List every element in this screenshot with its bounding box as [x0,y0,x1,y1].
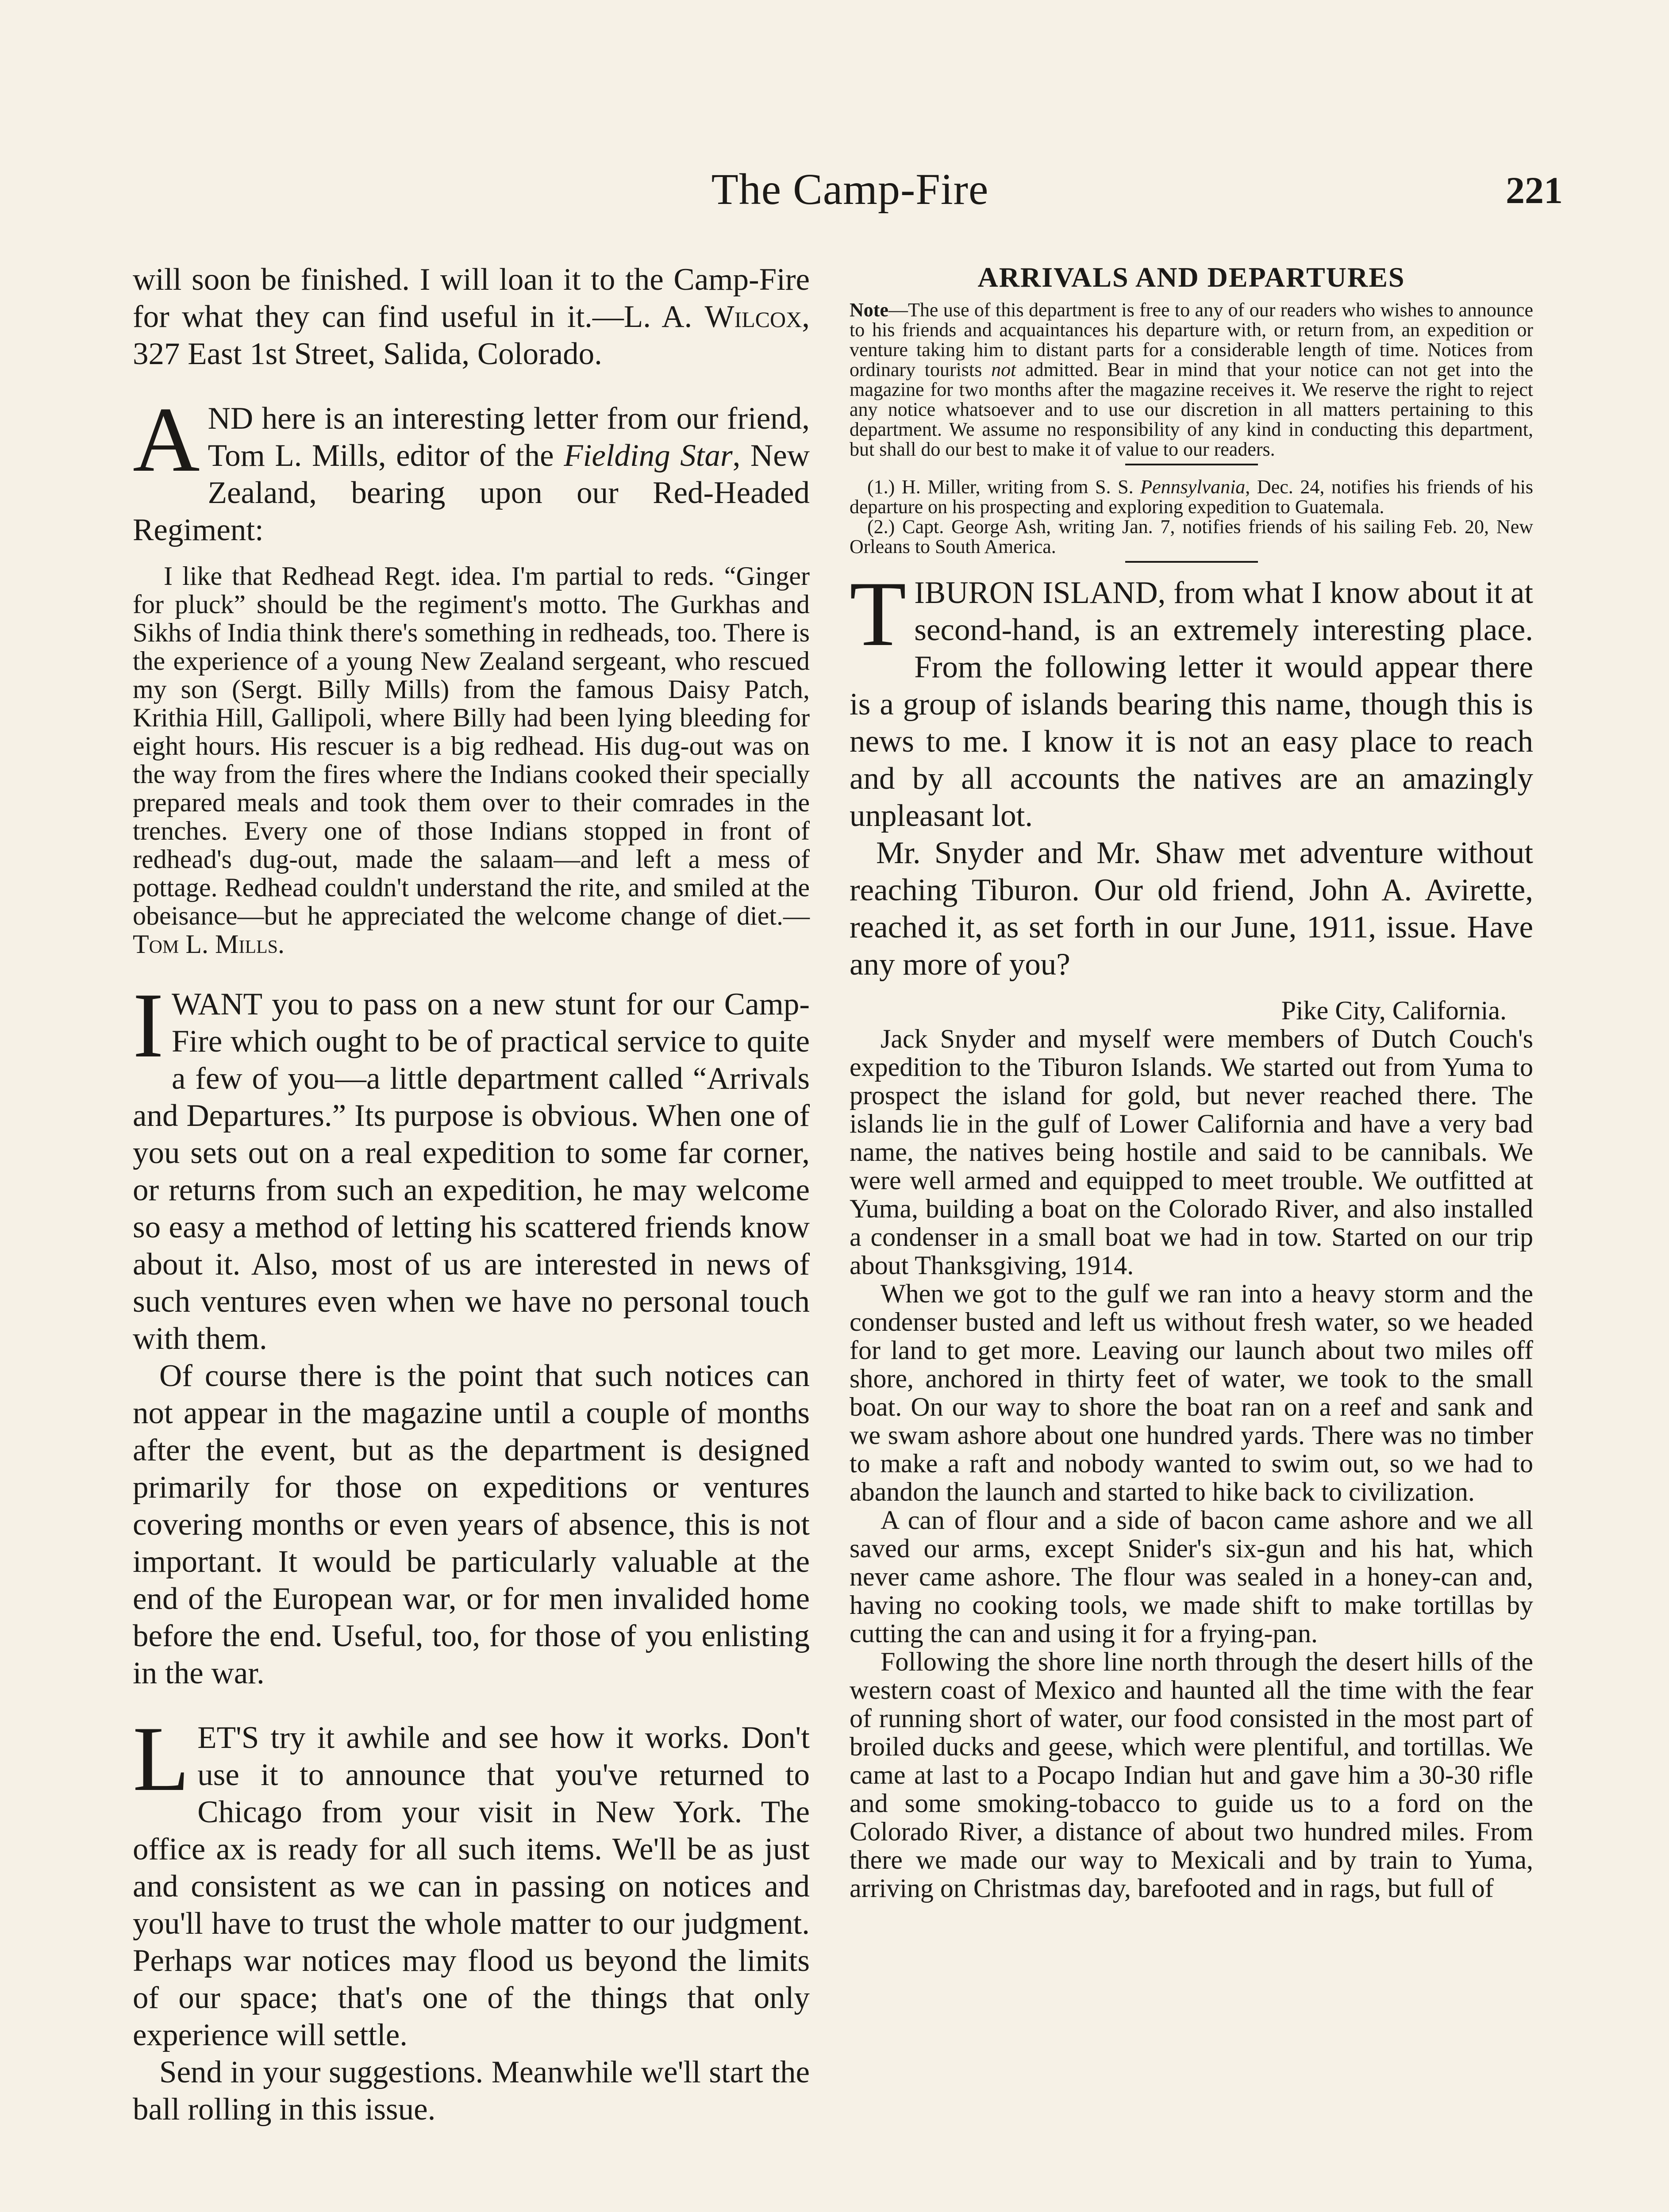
notice-2: (2.) Capt. George Ash, writing Jan. 7, notifies friends of his sailing Feb. 20, New Orleans to South America. [850,516,1533,557]
drop-cap: A [133,388,200,491]
letter-paragraph-1: Jack Snyder and myself were members of Dutch Couch's expedition to the Tiburon Islands. We started out from Yuma to prospect the island for gold, but never reached there. The islands lie in the gulf of Lower California and have a very bad name, the natives being hostile and said to be cannibals. We were well armed and equipped to meet trouble. We outfitted at Yuma, building a boat on the Colorado River, and also installed a condenser in a small boat we had in tow. Started on our trip about Thanksgiving, 1914. [850,1024,1533,1280]
drop-cap: L [133,1708,190,1810]
department-note [850,300,1533,459]
notice-1 [850,477,1533,517]
right-column [850,261,1533,1902]
notice-1-text: (1.) H. Miller, writing from S. S. [867,476,1141,498]
snyder-shaw-paragraph: Mr. Snyder and Mr. Shaw met adventure without reaching Tiburon. Our old friend, John A. Avirette, reached it, as set forth in our June, 1911, issue. Have any more of you? [850,836,1533,982]
mills-intro-text-end: , New Zealand, bearing upon our Red-Headed Regiment: [133,438,810,547]
running-title: The Camp-Fire [711,165,989,214]
letter-signature: Wilcox [704,300,802,334]
letter-paragraph-4: Following the shore line north through the desert hills of the western coast of Mexico and haunted all the time with the fear of running short of water, our food consisted in the most part of broiled ducks and geese, which were plentiful, and tortillas. We came at last to a Pocapo Indian hut and gave him a 30-30 rifle and some smoking-tobacco to guide us to a ford on the Colorado River, a distance of about two hundred miles. From there we made our way to Mexicali and by train to Yuma, arriving on Christmas day, barefooted and in rags, but full of [850,1647,1533,1903]
quote-signature: Tom L. Mills [133,929,278,959]
divider-rule [1125,464,1258,465]
letter-paragraph-3: A can of flour and a side of bacon came ashore and we all saved our arms, except Snider's six-gun and his hat, which never came ashore. The flour was sealed in a honey-can and, having no cooking tools, we made shift to make tortillas by cutting the can and using it for a frying-pan. [850,1505,1533,1648]
spacer [133,958,810,986]
section-title: ARRIVALS AND DEPARTURES [977,261,1405,293]
proposal-text: WANT you to pass on a new stunt for our Camp-Fire which ought to be of practical service to quite a few of you—a little department called “Arrivals and Departures.” Its purpose is obvious. When one of you sets out on a real expedition to some far corner, or returns from such an expedition, he may welcome so easy a method of letting his scattered friends know about it. Also, most of us are interested in news of such ventures even when we have no personal touch with them. [133,987,810,1356]
divider-rule [1125,561,1258,563]
spacer [850,983,1533,996]
note-text-end: admitted. Bear in mind that your notice can not get into the magazine for two months after the magazine receives it. We reserve the right to reject any notice whatsoever and to use our discretion in all matters pertaining to this department. We assume no responsibility of any kind in conducting this department, but shall do our best to make it of value to our readers. [850,359,1533,460]
tiburon-intro-text: IBURON ISLAND, from what I know about it at second-hand, is an extremely interesting place. From the following letter it would appear there is a group of islands bearing this name, though this is news to me. I know it is not an easy place to reach and by all accounts the natives are an amazingly unpleasant lot. [850,576,1533,833]
ship-name: Pennsylvania [1140,476,1246,498]
spacer [133,1692,810,1719]
mills-intro-text: ND here is an interesting letter from our friend, Tom L. Mills, editor of the [208,401,810,473]
suggestions-paragraph: Send in your suggestions. Meanwhile we'll start the ball rolling in this issue. [133,2055,810,2127]
opening-text: will soon be finished. I will loan it to the Camp-Fire for what they can find useful in it.—L. A. [133,262,810,334]
mills-intro-paragraph [133,388,810,549]
notice-timing-paragraph: Of course there is the point that such notices can not appear in the magazine until a couple of months after the event, but as the department is designed primarily for those on expeditions or ventures covering months or even years of absence, this is not important. It would be particularly valuable at the end of the European war, or for men invalided home before the end. Useful, too, for those of you enlisting in the war. [133,1359,810,1690]
tiburon-intro-paragraph [850,563,1533,834]
note-emphasis: not [991,359,1016,380]
note-label: Note [850,299,888,321]
newspaper-name: Fielding Star [564,438,733,473]
left-column [133,261,810,2128]
drop-cap: T [850,563,907,665]
note-text: —The use of this department is free to any of our readers who wishes to announce to his friends and acquaintances his departure with, or return from, an expedition or venture taking him to distant parts for a considerable length of time. Notices from ordinary tourists [850,299,1533,380]
spacer [133,373,810,400]
trial-text: ET'S try it awhile and see how it works. Don't use it to announce that you've returned to Chicago from your visit in New York. The office ax is ready for all such items. We'll be as just and consistent as we can in passing on notices and you'll have to trust the whole matter to our judgment. Perhaps war notices may flood us beyond the limits of our space; that's one of the things that only experience will settle. [133,1720,810,2052]
mills-letter-quote [133,562,810,958]
notice-1-text-end: , Dec. 24, notifies his friends of his departure on his prospecting and exploring expedition to Guatemala. [850,476,1534,518]
letter-paragraph-2: When we got to the gulf we ran into a heavy storm and the condenser busted and left us without fresh water, so we headed for land to get more. Leaving our launch about two miles off shore, anchored in thirty feet of water, we took to the small boat. On our way to shore the boat ran on a reef and sank and we swam ashore about one hundred yards. There was no timber to make a raft and nobody wanted to swim out, so we had to abandon the launch and started to hike back to civilization. [850,1279,1533,1506]
spacer [133,549,810,562]
signature-address: , 327 East 1st Street, Salida, Colorado. [133,300,810,371]
letter-dateline: Pike City, California. [1281,996,1507,1025]
quote-period: . [277,929,285,959]
drop-cap: I [133,974,164,1077]
page-number: 221 [1506,169,1563,211]
running-header [137,164,1563,230]
trial-paragraph [133,1708,810,2054]
opening-paragraph [133,261,810,373]
arrivals-proposal-paragraph [133,974,810,1357]
quote-text: I like that Redhead Regt. idea. I'm partial to reds. “Ginger for pluck” should be the regiment's motto. The Gurkhas and Sikhs of India think there's something in redheads, too. There is the experience of a young New Zealand sergeant, who rescued my son (Sergt. Billy Mills) from the famous Daisy Patch, Krithia Hill, Gallipoli, where Billy had been lying bleeding for eight hours. His rescuer is a big redhead. His dug-out was on the way from the fires where the Indians cooked their specially prepared meals and took them over to their comrades in the trenches. Every one of those Indians stopped in front of redhead's dug-out, made the salaam—and left a mess of pottage. Redhead couldn't understand the rite, and smiled at the obeisance—but he appreciated the welcome change of diet.— [133,561,810,930]
